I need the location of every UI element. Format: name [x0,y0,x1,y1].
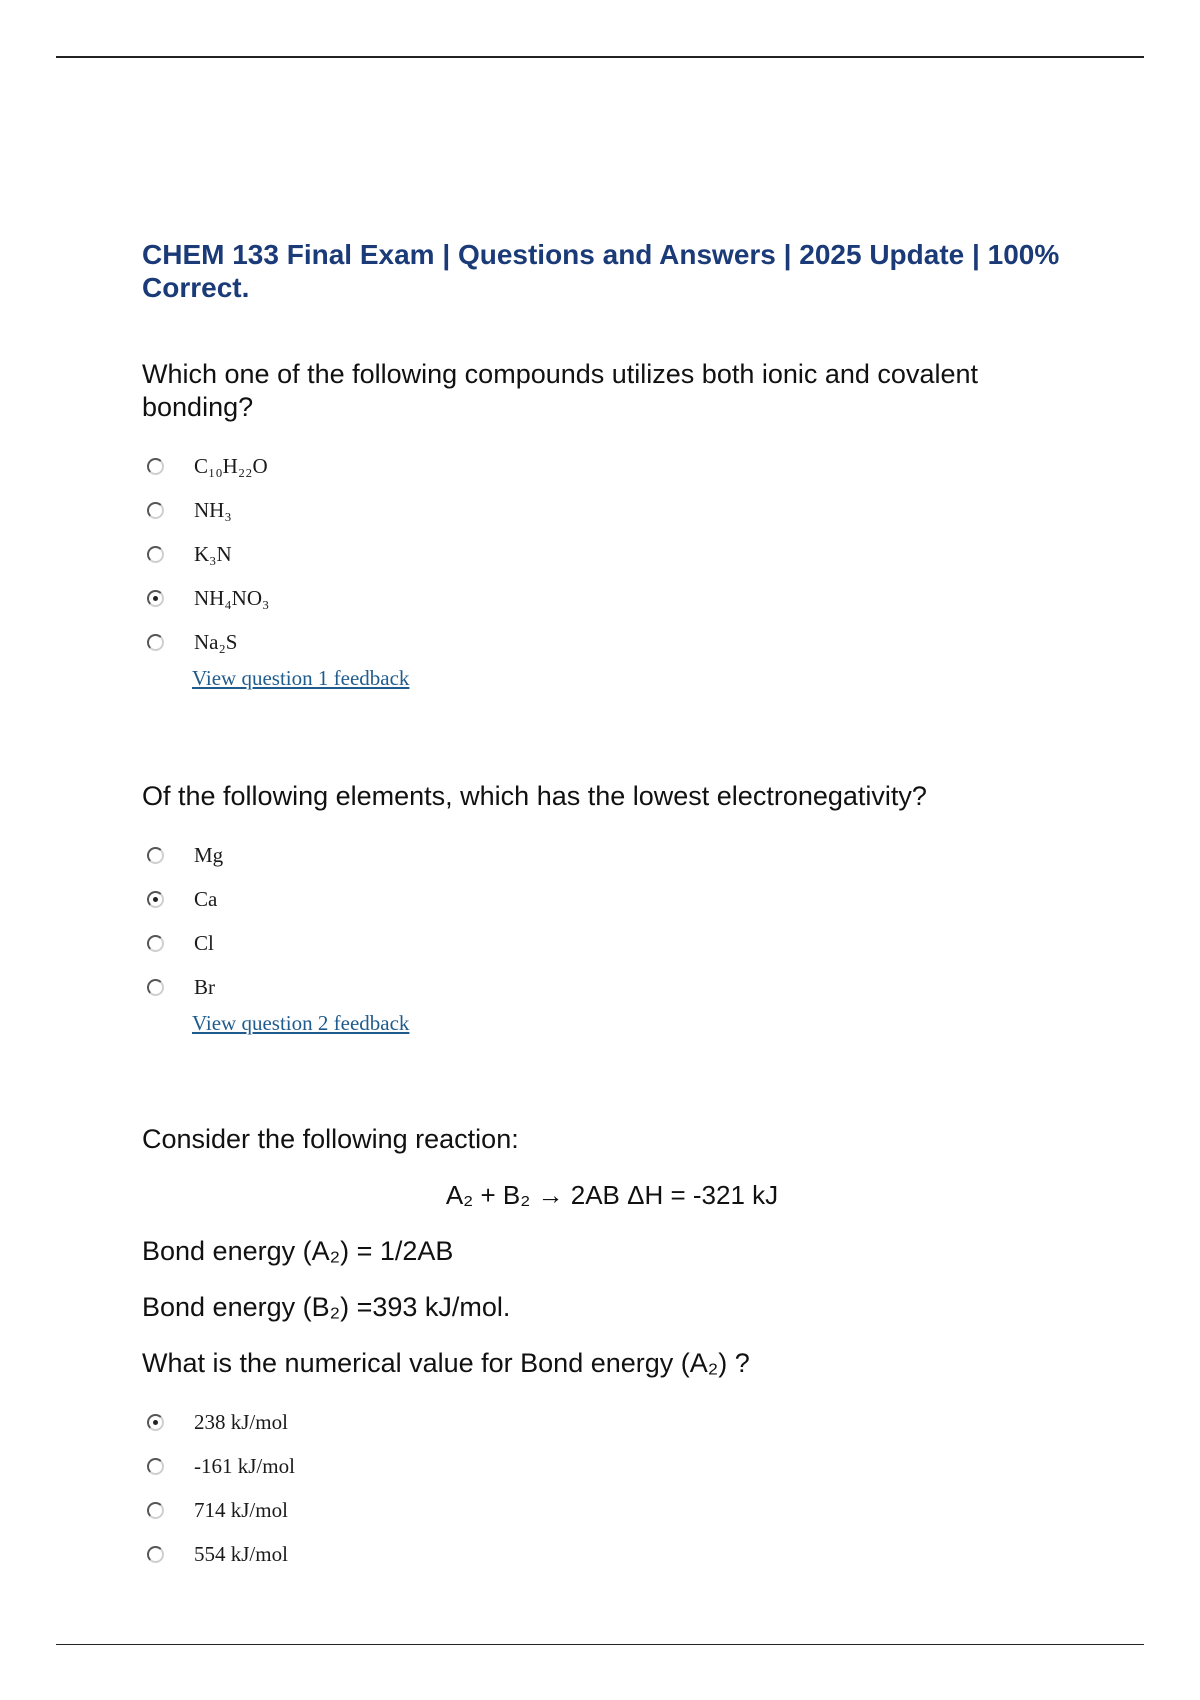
view-feedback-link-2[interactable]: View question 2 feedback [192,1011,410,1035]
option-item[interactable] [142,921,1082,965]
radio-dot [153,897,158,902]
option-item[interactable] [142,833,1082,877]
radio-button-icon[interactable] [147,1546,164,1563]
question-1 [142,358,1082,692]
option-label: K₃N [194,541,232,566]
reaction-equation: A₂ + B₂ → 2AB ΔH = -321 kJ [445,1180,779,1210]
option-label: 714 kJ/mol [194,1497,288,1522]
radio-button-icon[interactable] [147,1414,164,1431]
radio-button-icon[interactable] [147,546,164,563]
radio-button-icon[interactable] [147,590,164,607]
question-3-options [142,1400,1082,1576]
option-label: Mg [194,842,224,867]
question-3-intro: Consider the following reaction: [142,1124,519,1154]
radio-button-icon[interactable] [147,634,164,651]
radio-button-icon[interactable] [147,847,164,864]
header-rule [56,56,1144,58]
option-item[interactable] [142,620,1082,664]
option-item[interactable] [142,532,1082,576]
option-label: Na₂S [194,629,238,654]
footer-rule [56,1644,1144,1645]
option-label: Br [194,974,215,999]
option-item[interactable] [142,444,1082,488]
radio-button-icon[interactable] [147,935,164,952]
option-item[interactable] [142,576,1082,620]
question-2 [142,780,1082,1037]
option-label: Ca [194,886,218,911]
option-item[interactable] [142,965,1082,1009]
view-feedback-link-1[interactable]: View question 1 feedback [192,666,410,690]
radio-button-icon[interactable] [147,979,164,996]
option-label: C₁₀H₂₂O [194,453,268,478]
question-3 [142,1123,1082,1576]
option-item[interactable] [142,1488,1082,1532]
question-2-options [142,833,1082,1009]
option-label: NH₃ [194,497,232,522]
question-1-text: Which one of the following compounds utilizes both ionic and covalent bonding? [142,359,978,422]
radio-button-icon[interactable] [147,1502,164,1519]
option-label: 238 kJ/mol [194,1409,288,1434]
question-2-text: Of the following elements, which has the lowest electronegativity? [142,781,927,811]
option-item[interactable] [142,877,1082,921]
option-item[interactable] [142,1532,1082,1576]
option-label: Cl [194,930,214,955]
radio-button-icon[interactable] [147,1458,164,1475]
radio-dot [153,1420,158,1425]
option-item[interactable] [142,488,1082,532]
radio-button-icon[interactable] [147,458,164,475]
radio-button-icon[interactable] [147,891,164,908]
question-1-options [142,444,1082,664]
question-3-text: What is the numerical value for Bond energy (A₂) ? [142,1348,750,1378]
option-item[interactable] [142,1400,1082,1444]
radio-button-icon[interactable] [147,502,164,519]
option-label: 554 kJ/mol [194,1541,288,1566]
option-label: NH₄NO₃ [194,585,270,610]
option-label: -161 kJ/mol [194,1453,295,1478]
option-item[interactable] [142,1444,1082,1488]
bond-energy-b2-line: Bond energy (B₂) =393 kJ/mol. [142,1292,511,1322]
bond-energy-a2-line: Bond energy (A₂) = 1/2AB [142,1236,454,1266]
page-title: CHEM 133 Final Exam | Questions and Answers | 2025 Update | 100% Correct. [142,239,1060,303]
exam-content [142,238,1082,1576]
radio-dot [153,596,158,601]
